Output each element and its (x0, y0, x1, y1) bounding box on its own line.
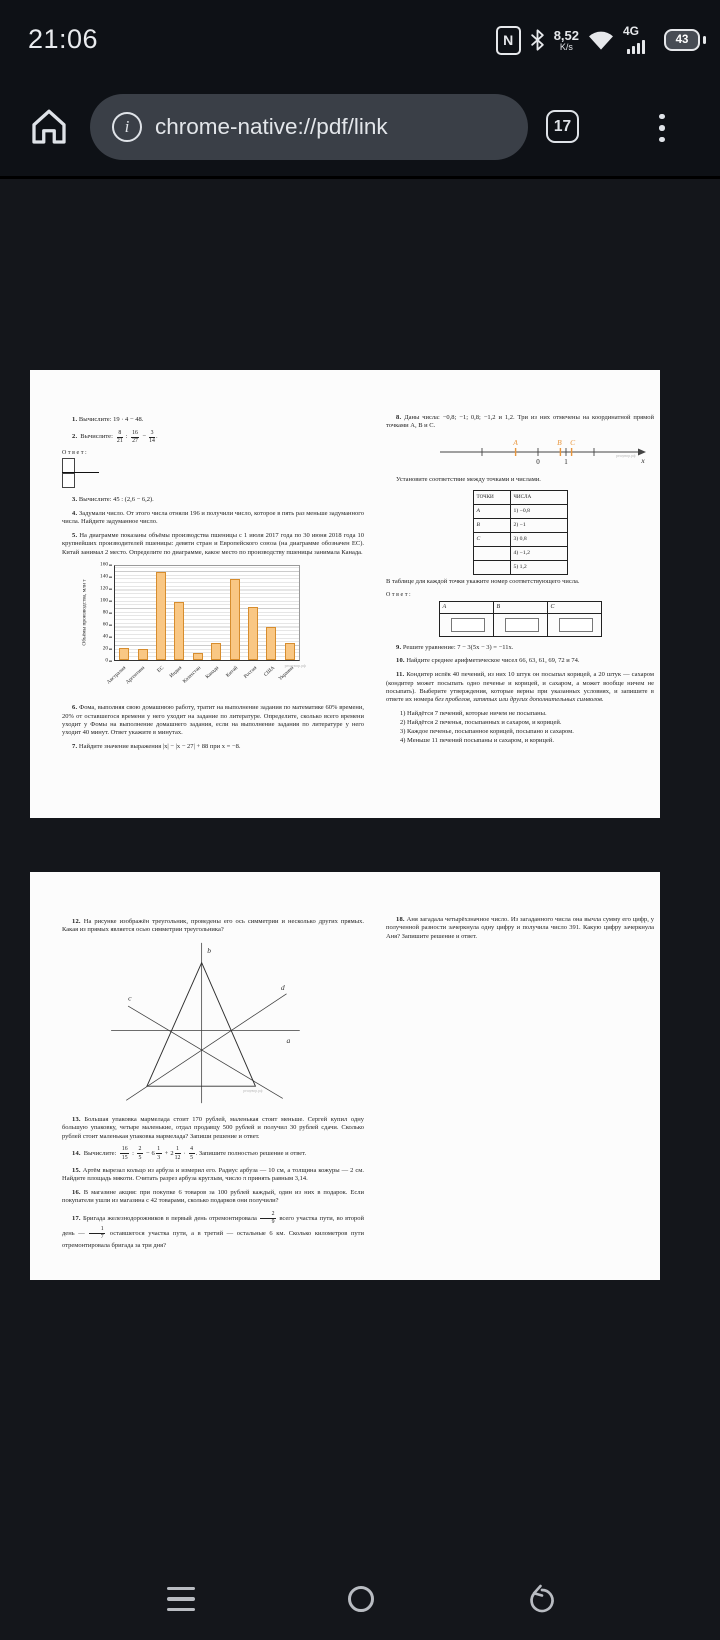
problem-11-options (400, 710, 654, 745)
table-header-points: ТОЧКИ (473, 490, 510, 504)
problem-5 (62, 532, 364, 557)
table-cell: 1) −0,8 (510, 504, 567, 518)
answer-input-box (559, 618, 593, 632)
problem-18 (386, 916, 654, 941)
answer-header-C: C (547, 601, 601, 613)
problem-8-text: Даны числа: −0,8; −1; 0,8; −1,2 и 1,2. Три из них отмечены на координатной прямой точками A, B и C. (386, 414, 654, 430)
answer-cell (439, 613, 493, 636)
problem-7-number: 7. (72, 743, 78, 751)
problem-2-number: 2. (72, 433, 78, 441)
problem-13-text: Большая упаковка мармелада стоит 170 рублей, маленькая стоит меньше. Сергей купил одну большую упаковку, четыре маленькие, отдал продавцу 500 рублей и получил 30 рублей сдачи. Сколько рублей стоит маленькая упаковка мармелада? Запиши решение и ответ. (62, 1116, 364, 1140)
chart-ytick: 140 (100, 573, 108, 580)
problem-5-number: 5. (72, 531, 78, 539)
signal-icon (623, 25, 655, 55)
problem-12-text: На рисунке изображён треугольник, проведены его ось симметрии и несколько других прямых. Какая из прямых является осью симметрии треугольника? (62, 918, 364, 934)
problem-5-text: На диаграмме показаны объёмы производства пшеницы с 1 июля 2017 года по 30 июня 2018 года 10 крупнейших производителей пшеницы: девяти стран и Европейского союза (на диаграмме обозначен ЕС). Китай занимал 2 место. Определите по диаграмме, какое место по производству пшеницы занимала Канада. (62, 531, 365, 556)
wheat-production-chart (76, 562, 306, 696)
watermark: решувпр.рф (243, 1088, 263, 1093)
problem-17-number: 17. (72, 1214, 81, 1222)
problem-2-tail: . (155, 433, 158, 441)
fraction: $\frac{8}{21}$ (116, 429, 123, 445)
chart-ytick: 20 (102, 645, 108, 652)
pdf-page-2 (30, 872, 660, 1280)
answer-input-box (451, 618, 485, 632)
page2-left-column (62, 918, 364, 1258)
problem-15-number: 15. (72, 1166, 81, 1174)
problem-6-number: 6. (72, 704, 78, 712)
fraction: $\frac{4}{5}$ (190, 1146, 194, 1161)
problem-6-text: Фома, выполняя свою домашнюю работу, тратит на выполнение задания по математике 60% времени, 20% от оставшегося времени у него уходит на задание по литературе. Определите, сколько всего времени уходит у Фомы на выполнение домашнего задания, если на выполнение задания по литературе у него уходит 40 минут. Ответ укажите в минутах. (62, 704, 365, 737)
problem-14-lead: Вычислите: (83, 1149, 117, 1157)
chart-xlabel: Россия (242, 665, 258, 681)
table-cell: 4) −1,2 (510, 546, 567, 560)
chart-bar-Украина (285, 643, 295, 660)
chart-bar-Аргентина (138, 649, 148, 661)
chart-ytick: 120 (100, 585, 108, 592)
chart-y-axis-title: Объёмы производства, млн т (81, 579, 88, 646)
problem-13 (62, 1116, 364, 1141)
fraction: $\frac{16}{15}$ (121, 1146, 128, 1161)
point-B-label: B (557, 438, 562, 448)
match-text: Установите соответствие между точками и числами. (396, 476, 541, 484)
chart-ytick: 0 (105, 657, 108, 664)
chart-ytick: 160 (100, 561, 108, 568)
problem-18-text: Аня загадала четырёхзначное число. Из загаданного числа она вычла сумму его цифр, у полученной разности зачеркнула одну цифру и получила число 391. Какую цифру зачеркнула Аня? Запишите решение и ответ. (386, 916, 655, 940)
answer-cell (493, 613, 547, 636)
answer-label: Ответ: (62, 450, 89, 457)
operator: − (145, 1149, 150, 1157)
axis-x-label: x (641, 456, 645, 466)
table-cell: 3) 0,8 (510, 532, 567, 546)
problem-12 (62, 918, 364, 935)
tick-0-label: 0 (536, 458, 540, 467)
android-nav-bar (0, 1560, 720, 1640)
line-a-label: a (286, 1035, 291, 1045)
problem-11 (386, 671, 654, 704)
chart-bar-Казахстан (193, 653, 203, 661)
chart-xlabel: ЕС (155, 665, 165, 675)
fraction: $\frac{16}{27}$ (132, 429, 138, 445)
answer-fraction-template (62, 458, 364, 490)
answer-cell (547, 613, 601, 636)
answer-denominator-box (62, 473, 75, 488)
chart-yaxis (92, 561, 112, 664)
problem-1-text: Вычислите: 19 · 4 − 48. (78, 416, 144, 423)
operator: · (183, 1149, 186, 1157)
table-note: В таблице для каждой точки укажите номер соответствующего числа. (386, 577, 580, 585)
chart-xlabel: Аргентина (124, 665, 146, 686)
watermark: решувпр.рф (284, 663, 306, 669)
problem-14-number: 14. (72, 1149, 81, 1157)
problem-3 (62, 496, 364, 504)
tick-1-label: 1 (564, 458, 568, 467)
table-cell: 2) −1 (510, 518, 567, 532)
nav-home-button[interactable] (348, 1586, 374, 1612)
triangle-figure (100, 940, 364, 1111)
chart-bar-Россия (248, 607, 258, 660)
watermark: решувпр.рф (616, 454, 636, 459)
nfc-glyph: N (503, 32, 514, 48)
answer-label: Ответ: (386, 591, 413, 598)
network-type-label: 4G (623, 24, 640, 38)
pdf-page-1 (30, 370, 660, 818)
table-cell: B (473, 518, 510, 532)
problem-3-number: 3. (72, 496, 78, 504)
answer-header-A: A (439, 601, 493, 613)
battery-icon (664, 29, 706, 51)
fraction: $\frac{2}{5}$ (138, 1146, 142, 1161)
fraction: $\frac{1}{3}$ (157, 1146, 161, 1161)
toolbar-divider (0, 176, 720, 179)
chart-xlabel: Индия (168, 665, 184, 680)
chart-ytick: 80 (102, 609, 108, 616)
point-C-label: C (570, 438, 576, 448)
problem-4 (62, 510, 364, 527)
clock: 21:06 (28, 24, 99, 54)
fraction: $\frac{2}{9}$ (260, 1211, 276, 1226)
fraction: $\frac{1}{12}$ (174, 1146, 181, 1161)
problem-10-text: Найдите среднее арифметическое чисел 66, 63, 61, 69, 72 и 74. (406, 657, 580, 665)
problem-10-number: 10. (396, 657, 405, 665)
problem-4-text: Задумали число. От этого числа отняли 196 и получили число, которое в пять раз меньше задуманного числа. Найдите задуманное число. (62, 509, 365, 526)
problem-4-number: 4. (72, 509, 78, 517)
problem-16 (62, 1189, 364, 1206)
line-c-label: c (128, 993, 132, 1003)
problem-2 (62, 430, 364, 445)
line-b-label: b (207, 946, 212, 956)
page1-right-column (386, 414, 654, 750)
answer-table (439, 601, 602, 637)
chart-bar-США (266, 627, 276, 660)
problem-10 (386, 657, 654, 665)
option-1: 1) Найдётся 7 печений, которые ничем не посыпаны. (400, 709, 547, 717)
answer-input-box (505, 618, 539, 632)
points-numbers-table (473, 490, 568, 575)
table-cell: A (473, 504, 510, 518)
problem-8-number: 8. (396, 414, 402, 421)
wifi-icon (588, 30, 614, 51)
chart-xlabel: Австралия (106, 665, 128, 686)
page-info-icon[interactable]: i (112, 112, 142, 142)
problem-16-text: В магазине акция: при покупке 6 товаров за 100 рублей каждый, один из них в подарок. Если покупатели ушли из магазина с 42 товарами, сколько подарков они получили? (62, 1188, 365, 1205)
chart-xlabels (106, 662, 300, 696)
status-icons (496, 0, 706, 80)
chart-plot (114, 565, 300, 661)
chart-bar-Китай (230, 579, 240, 661)
number-line-figure (410, 436, 654, 473)
tab-switcher-button[interactable] (546, 110, 579, 143)
bluetooth-icon (530, 27, 545, 53)
menu-button[interactable] (648, 106, 676, 150)
option-3: 3) Каждое печенье, посыпанное корицей, посыпано и сахаром. (400, 727, 574, 735)
option-2: 2) Найдётся 2 печенья, посыпанных и сахаром, и корицей. (400, 718, 562, 726)
chart-xlabel: США (262, 665, 277, 679)
problem-9-number: 9. (396, 643, 402, 651)
chart-bar-ЕС (156, 572, 166, 661)
operator: : (125, 433, 128, 441)
status-bar (0, 0, 720, 80)
answer-header-B: B (493, 601, 547, 613)
url-text: chrome-native://pdf/link (155, 114, 388, 139)
chart-ytick: 60 (102, 621, 108, 628)
page2-right-column (386, 916, 654, 946)
battery-percent: 43 (675, 34, 689, 46)
mixed-whole: 6 (151, 1149, 155, 1157)
url-bar[interactable] (90, 94, 528, 160)
home-button[interactable] (28, 106, 70, 148)
problem-1 (62, 416, 364, 424)
option-4: 4) Меньше 11 печений посыпаны и сахаром, и корицей. (400, 736, 554, 744)
table-cell (473, 546, 510, 560)
nav-back-button[interactable] (527, 1584, 557, 1614)
problem-12-number: 12. (72, 918, 81, 925)
problem-17-lead: Бригада железнодорожников в первый день отремонтировала (83, 1214, 257, 1222)
chart-ytick: 100 (100, 597, 108, 604)
mixed-whole: 2 (170, 1149, 174, 1157)
problem-16-number: 16. (72, 1188, 81, 1196)
problem-17-mid: всего участка пути, во второй день — (62, 1214, 365, 1237)
problem-3-text: Вычислите: 45 : (2,6 − 6,2). (78, 496, 154, 504)
browser-toolbar (0, 80, 720, 176)
problem-15 (62, 1167, 364, 1184)
problem-9-text: Решите уравнение: 7 − 3(5x − 3) = −11x. (402, 643, 514, 651)
problem-14 (62, 1146, 364, 1161)
problem-17-tail: оставшегося участка пути, а в третий — остальные 6 км. Сколько километров пути отремонтировала бригада за три дня? (62, 1229, 364, 1250)
network-speed-unit: K/s (559, 41, 573, 52)
problem-8 (386, 414, 654, 431)
fraction: $\frac{3}{14}$ (149, 429, 155, 445)
network-speed (554, 29, 579, 52)
problem-17 (62, 1211, 364, 1253)
chart-bar-Австралия (119, 648, 129, 660)
table-header-numbers: ЧИСЛА (510, 490, 567, 504)
nfc-icon (496, 26, 521, 55)
problem-11-number: 11. (396, 671, 405, 679)
problem-8-table-note (386, 578, 654, 586)
problem-7 (62, 743, 364, 751)
problem-6 (62, 704, 364, 737)
chart-xlabel: Китай (224, 665, 239, 680)
chart-xlabel: Канада (204, 665, 221, 681)
table-cell (473, 560, 510, 574)
battery-nub (703, 36, 707, 44)
page1-left-column (62, 416, 364, 757)
network-speed-value: 8,52 (553, 27, 579, 43)
problem-7-text: Найдите значение выражения |x| − |x − 27| + 88 при x = −8. (78, 743, 241, 751)
table-cell: 5) 1,2 (510, 560, 567, 574)
chart-bar-Канада (211, 643, 221, 661)
chart-xlabel: Казахстан (181, 665, 202, 685)
answer-numerator-box (62, 458, 75, 473)
problem-14-tail: . Запишите полностью решение и ответ. (195, 1149, 307, 1157)
problem-9 (386, 644, 654, 652)
operator: : (132, 1149, 134, 1157)
chart-xlabel: Украина (277, 665, 295, 683)
problem-15-text: Артём вырезал кольцо из арбуза и измерил его. Радиус арбуза — 10 см, а толщина кожуры — 2 см. Найдите площадь мякоти. Считать разрез арбуза круглым, число π принять равным 3,14. (62, 1166, 365, 1183)
tab-count: 17 (553, 117, 572, 135)
recent-apps-button[interactable] (167, 1587, 195, 1611)
operator: − (142, 433, 147, 441)
table-cell: C (473, 532, 510, 546)
problem-11-text: Кондитер испёк 40 печений, из них 10 штук он посыпал корицей, а 20 штук — сахаром (кондитер может посыпать одно печенье и корицей, и сахаром, а может вообще ничем не посыпать). Выберите утверждения, которые верны при указанных условиях, и запишите в ответе их номера (386, 671, 654, 704)
problem-13-number: 13. (72, 1116, 81, 1124)
line-d-label: d (280, 983, 285, 993)
problem-18-number: 18. (396, 916, 405, 923)
problem-2-lead: Вычислите: (80, 433, 113, 441)
operator: + (164, 1149, 169, 1157)
chart-ytick: 40 (102, 633, 108, 640)
point-A-label: A (513, 438, 518, 448)
problem-8-match-text (386, 476, 654, 484)
chart-bar-Индия (174, 602, 184, 661)
fraction: $\frac{1}{7}$ (89, 1226, 105, 1241)
problem-11-text-italic: без пробелов, запятых или других дополнительных символов. (435, 696, 604, 704)
problem-1-number: 1. (72, 416, 78, 423)
signal-bars (627, 40, 645, 54)
